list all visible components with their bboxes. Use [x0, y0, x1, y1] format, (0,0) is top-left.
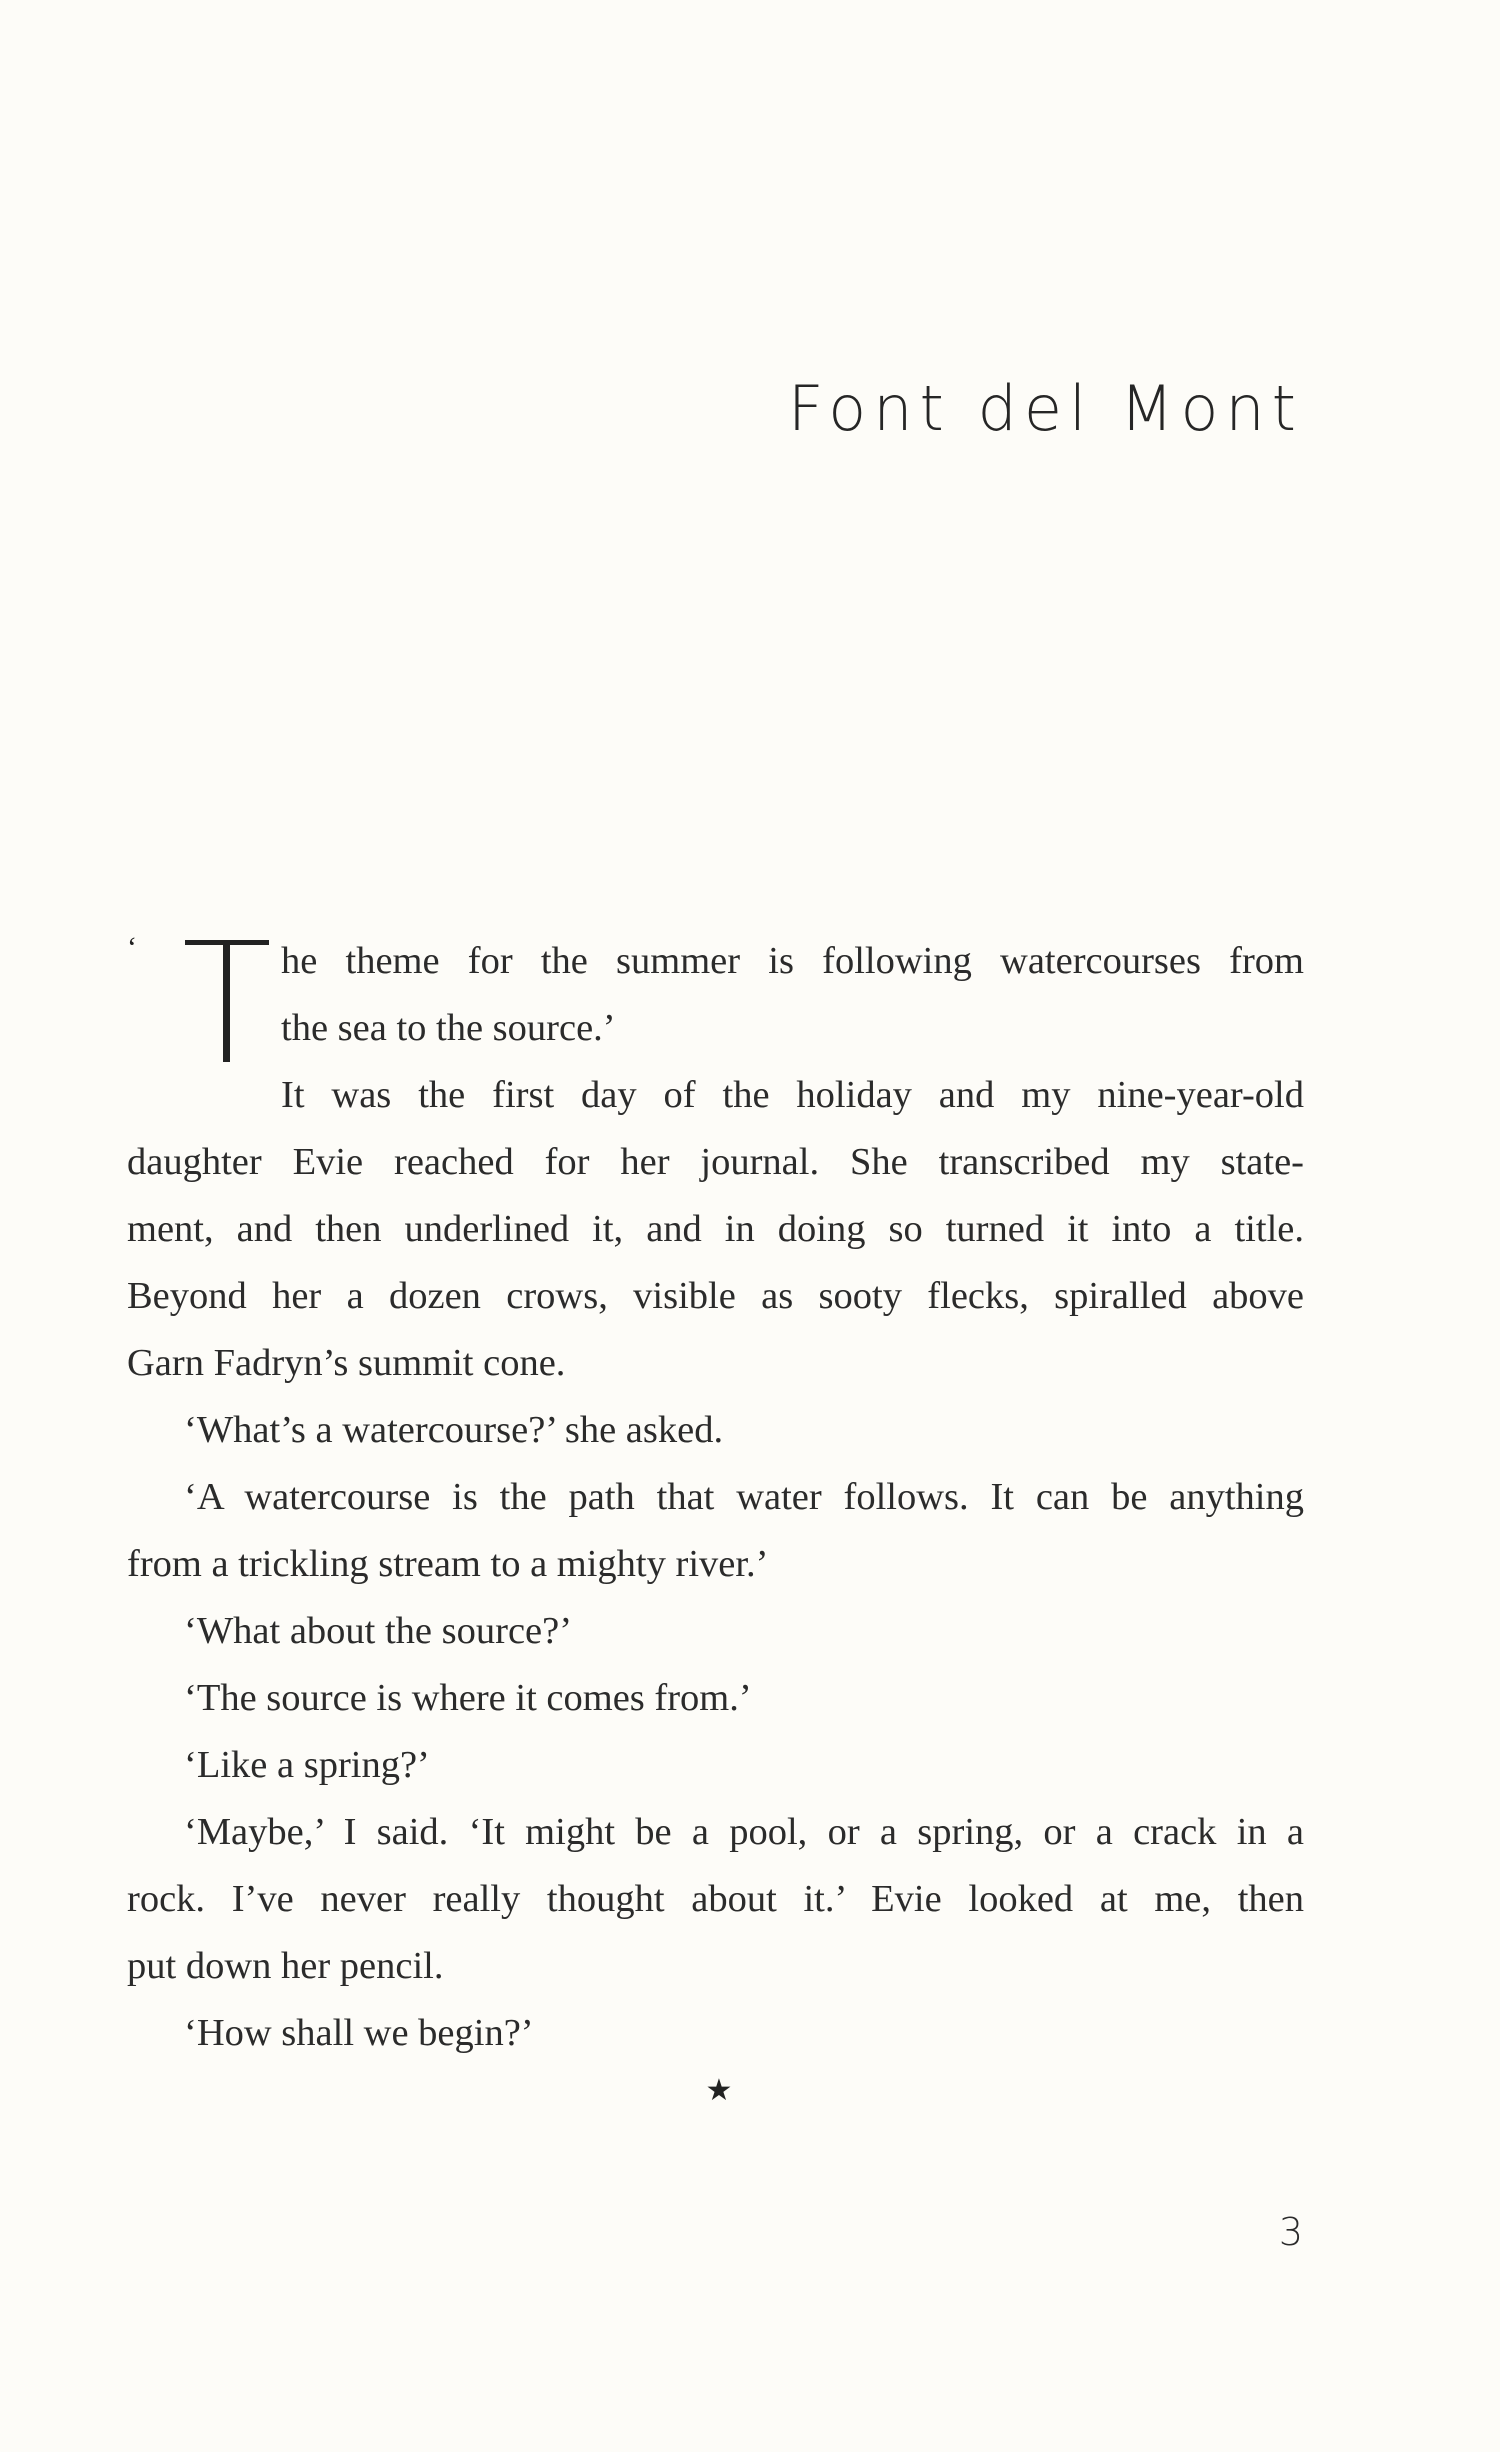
text-line: he theme for the summer is following watercourses from	[281, 940, 1304, 982]
text-line: ‘Maybe,’ I said. ‘It might be a pool, or a spring, or a crack in a	[184, 1811, 1304, 1853]
text-line: ‘What’s a watercourse?’ she asked.	[184, 1409, 724, 1451]
opening-quote-mark: ‘	[127, 931, 137, 964]
text-line: ‘Like a spring?’	[184, 1744, 430, 1786]
text-line: daughter Evie reached for her journal. She transcribed my state-	[127, 1141, 1304, 1183]
section-break-star-icon: ★	[705, 2073, 733, 2108]
text-line: Garn Fadryn’s summit cone.	[127, 1342, 566, 1384]
text-line: ment, and then underlined it, and in doing so turned it into a title.	[127, 1208, 1304, 1250]
text-line: the sea to the source.’	[281, 1007, 616, 1049]
text-line: Beyond her a dozen crows, visible as sooty flecks, spiralled above	[127, 1275, 1304, 1317]
chapter-title: Font del Mont	[787, 372, 1303, 445]
text-line: from a trickling stream to a mighty river.’	[127, 1543, 769, 1585]
text-line: ‘A watercourse is the path that water follows. It can be anything	[184, 1476, 1304, 1518]
text-line: ‘How shall we begin?’	[184, 2012, 534, 2054]
text-line: It was the first day of the holiday and my nine-year-old	[281, 1074, 1304, 1116]
text-line: rock. I’ve never really thought about it.’ Evie looked at me, then	[127, 1878, 1304, 1920]
text-line: ‘What about the source?’	[184, 1610, 573, 1652]
body-text	[127, 928, 1304, 2067]
text-line: put down her pencil.	[127, 1945, 444, 1987]
page-number: 3	[1278, 2210, 1303, 2254]
text-line: ‘The source is where it comes from.’	[184, 1677, 752, 1719]
